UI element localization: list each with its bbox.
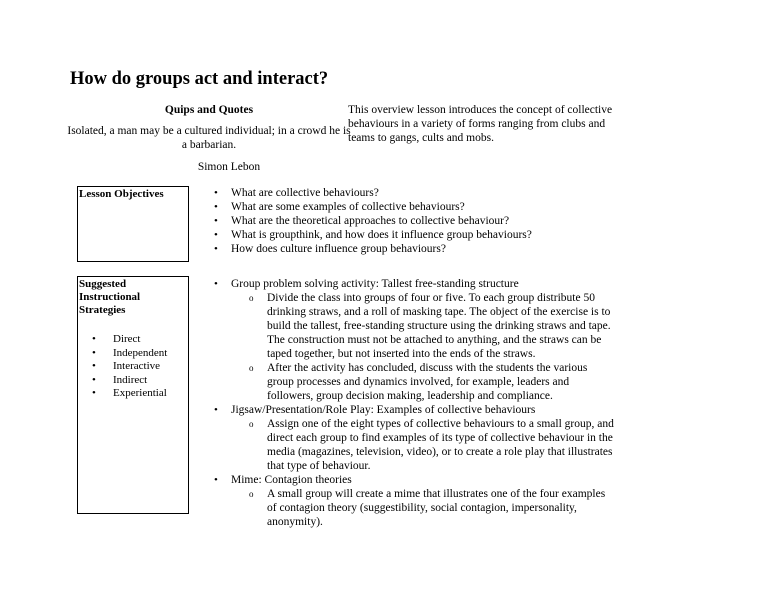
- strategies-list: [214, 277, 614, 529]
- strategy-type: Direct: [113, 333, 141, 345]
- list-item: [79, 387, 187, 401]
- bullet-icon: •: [92, 346, 96, 359]
- sub-list-item: [231, 417, 614, 473]
- sub-list: [231, 487, 614, 529]
- sub-list-item: [231, 291, 614, 361]
- bullet-icon: •: [214, 474, 218, 486]
- list-item: [214, 214, 614, 228]
- sub-item-text: A small group will create a mime that illustrates one of the four examples of contagion theory (suggestibility, social contagion, impersonality, anonymity).: [267, 488, 606, 528]
- bullet-icon: •: [214, 215, 218, 227]
- strategy-type: Experiential: [113, 387, 167, 399]
- objective-text: What is groupthink, and how does it influence group behaviours?: [231, 229, 532, 241]
- list-item: [214, 473, 614, 529]
- sub-list: [231, 291, 614, 403]
- list-item: [79, 347, 187, 361]
- sub-list-item: [231, 361, 614, 403]
- circle-bullet-icon: o: [249, 293, 254, 303]
- circle-bullet-icon: o: [249, 363, 254, 373]
- objective-text: How does culture influence group behaviours?: [231, 243, 446, 255]
- objective-text: What are some examples of collective behaviours?: [231, 201, 465, 213]
- bullet-icon: •: [214, 404, 218, 416]
- quote-text: Isolated, a man may be a cultured individual; in a crowd he is a barbarian.: [67, 125, 351, 151]
- circle-bullet-icon: o: [249, 419, 254, 429]
- list-item: [79, 360, 187, 374]
- list-item: [214, 403, 614, 473]
- objective-text: What are the theoretical approaches to collective behaviour?: [231, 215, 510, 227]
- lesson-objectives-label: Lesson Objectives: [79, 188, 164, 200]
- strategy-type: Indirect: [113, 373, 148, 386]
- sub-item-text: After the activity has concluded, discuss with the students the various group processes and dynamics involved, for example, leaders and followers, group decision making, leadership and compliance.: [267, 362, 588, 402]
- circle-bullet-icon: o: [249, 489, 254, 499]
- instructional-strategies-box: [77, 276, 189, 514]
- sub-list-item: [231, 487, 614, 529]
- bullet-icon: •: [214, 243, 218, 255]
- strategy-type: Interactive: [113, 360, 161, 372]
- bullet-icon: •: [92, 360, 96, 372]
- quips-section: [64, 103, 354, 174]
- sub-item-text: Divide the class into groups of four or five. To each group distribute 50 drinking straws, and a roll of masking tape. The object of the exercise is to build the tallest, free-standing structure using the drinking straws and tape. The construction must not be attached to anything, and the straws can be taped together, but not inserted into the ends of the straws.: [267, 292, 611, 360]
- sub-item-text: Assign one of the eight types of collective behaviours to a small group, and direct each group to find examples of its type of collective behaviour in the media (magazines, television, video), or to create a role play that illustrates that type of behaviour.: [267, 418, 614, 472]
- bullet-icon: •: [92, 333, 96, 345]
- list-item: [214, 277, 614, 403]
- strategy-text: Mime: Contagion theories: [231, 474, 352, 486]
- bullet-icon: •: [92, 373, 96, 386]
- list-item: [214, 228, 614, 242]
- objectives-list: [214, 186, 614, 256]
- list-item: [214, 242, 614, 256]
- strategy-text: Jigsaw/Presentation/Role Play: Examples of collective behaviours: [231, 404, 536, 416]
- bullet-icon: •: [214, 201, 218, 213]
- strategy-types-list: [79, 333, 187, 401]
- strategy-text: Group problem solving activity: Tallest free-standing structure: [231, 278, 519, 290]
- list-item: [79, 333, 187, 347]
- strategy-type: Independent: [113, 346, 168, 359]
- lesson-objectives-box: [77, 186, 189, 262]
- instructional-strategies-label: Suggested Instructional Strategies: [79, 278, 141, 316]
- list-item: [214, 186, 614, 200]
- bullet-icon: •: [214, 187, 218, 199]
- bullet-icon: •: [214, 278, 218, 290]
- objective-text: What are collective behaviours?: [231, 187, 379, 199]
- bullet-icon: •: [92, 387, 96, 399]
- overview-text: This overview lesson introduces the concept of collective behaviours in a variety of forms ranging from clubs and teams to gangs, cults and mobs.: [348, 104, 613, 144]
- sub-list: [231, 417, 614, 473]
- quips-heading: Quips and Quotes: [164, 104, 254, 116]
- bullet-icon: •: [214, 229, 218, 241]
- list-item: [79, 374, 187, 388]
- page-title: How do groups act and interact?: [70, 69, 329, 89]
- quote-author: Simon Lebon: [197, 161, 261, 173]
- list-item: [214, 200, 614, 214]
